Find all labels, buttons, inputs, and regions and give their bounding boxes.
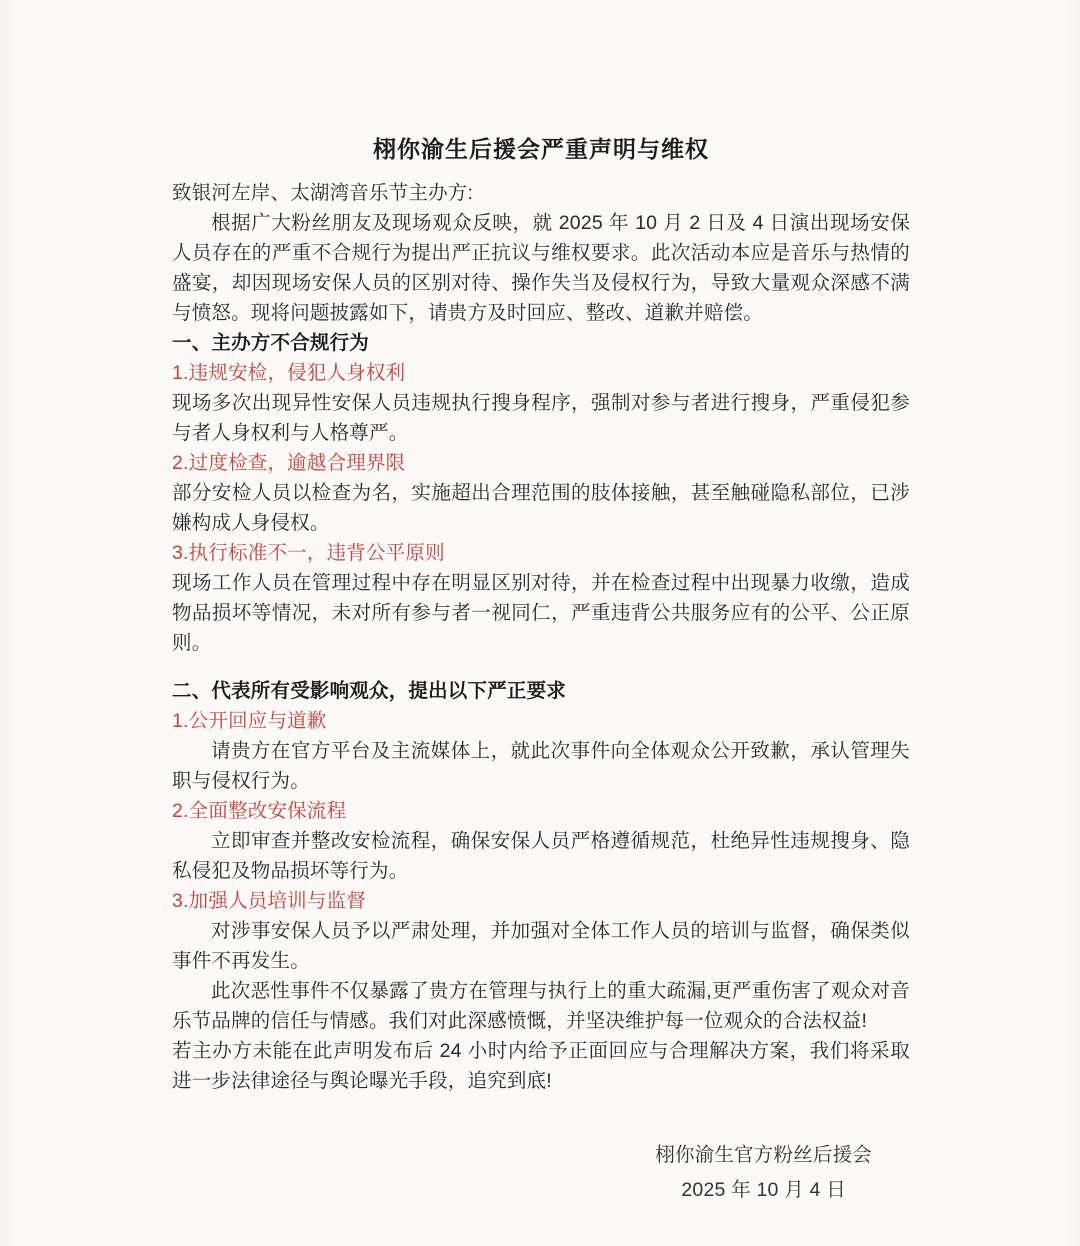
closing-paragraph: 此次恶性事件不仅暴露了贵方在管理与执行上的重大疏漏,更严重伤害了观众对音乐节品牌的信任与情感。我们对此深感愤慨，并坚决维护每一位观众的合法权益! (172, 980, 910, 1032)
section-2-item-1-heading: 1.公开回应与道歉 (172, 710, 327, 732)
section-1-item-1-heading: 1.违规安检，侵犯人身权利 (172, 362, 406, 384)
section-1-item-2-body: 部分安检人员以检查为名，实施超出合理范围的肢体接触，甚至触碰隐私部位，已涉嫌构成人身侵权。 (172, 482, 910, 534)
section-2-item-1-body: 请贵方在官方平台及主流媒体上，就此次事件向全体观众公开致歉，承认管理失职与侵权行为。 (172, 740, 910, 792)
ultimatum-paragraph: 若主办方未能在此声明发布后 24 小时内给予正面回应与合理解决方案，我们将采取进一步法律途径与舆论曝光手段，追究到底! (172, 1040, 910, 1092)
section-2-item-2-heading: 2.全面整改安保流程 (172, 800, 347, 822)
signature-date: 2025 年 10 月 4 日 (681, 1179, 846, 1201)
section-1-item-1-body: 现场多次出现异性安保人员违规执行搜身程序，强制对参与者进行搜身，严重侵犯参与者人身权利与人格尊严。 (172, 392, 910, 444)
salutation-line: 致银河左岸、太湖湾音乐节主办方: (172, 182, 474, 204)
section-1-item-3-heading: 3.执行标准不一，违背公平原则 (172, 542, 445, 564)
section-2-heading: 二、代表所有受影响观众，提出以下严正要求 (172, 680, 567, 702)
signature-org: 栩你渝生官方粉丝后援会 (655, 1144, 872, 1166)
section-2-item-3-heading: 3.加强人员培训与监督 (172, 890, 366, 912)
section-1-item-3-body: 现场工作人员在管理过程中存在明显区别对待，并在检查过程中出现暴力收缴，造成物品损坏等情况，未对所有参与者一视同仁，严重违背公共服务应有的公平、公正原则。 (172, 572, 910, 654)
intro-paragraph: 根据广大粉丝朋友及现场观众反映，就 2025 年 10 月 2 日及 4 日演出现场安保人员存在的严重不合规行为提出严正抗议与维权要求。此次活动本应是音乐与热情的盛宴，却因现场安保人员的区别对待、操作失当及侵权行为，导致大量观众深感不满与愤怒。现将问题披露如下，请贵方及时回应、整改、道歉并赔偿。 (172, 212, 910, 324)
section-1-heading: 一、主办方不合规行为 (172, 332, 370, 354)
section-1-item-2-heading: 2.过度检查，逾越合理界限 (172, 452, 406, 474)
document-title: 栩你渝生后援会严重声明与维权 (373, 136, 709, 162)
section-2-item-3-body: 对涉事安保人员予以严肃处理，并加强对全体工作人员的培训与监督，确保类似事件不再发生。 (172, 920, 910, 972)
signature-block (655, 1138, 872, 1208)
section-2-item-2-body: 立即审查并整改安检流程，确保安保人员严格遵循规范，杜绝异性违规搜身、隐私侵犯及物品损坏等行为。 (172, 830, 910, 882)
